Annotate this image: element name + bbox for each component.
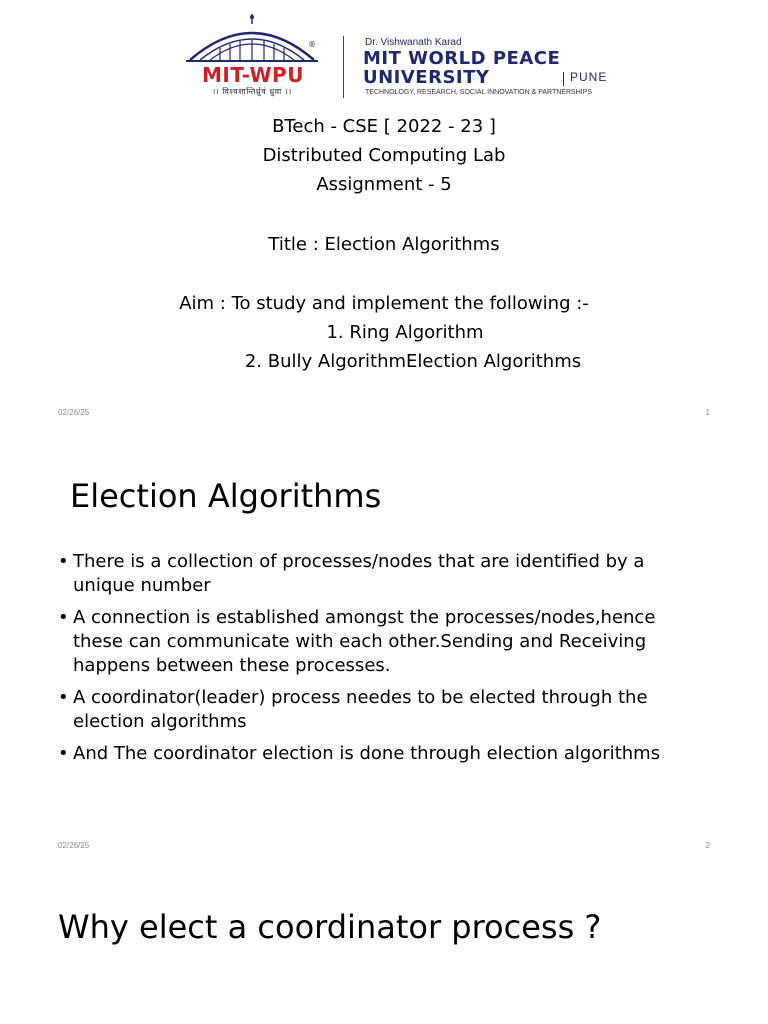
page-number: 1: [705, 408, 710, 417]
logo-motto: ।। विश्वशान्तिर्ध्रुवं ध्रुवा ।।: [212, 87, 292, 96]
registered-mark: ®: [308, 40, 316, 49]
city-separator: [563, 72, 564, 86]
dome-emblem-icon: [180, 12, 325, 102]
slide-3: [0, 866, 768, 1024]
footer-date: 02/26/25: [58, 408, 90, 417]
assignment-aim: Aim : To study and implement the following :-: [179, 293, 589, 314]
university-name-line1: MIT WORLD PEACE: [363, 48, 561, 69]
slide-1: [0, 0, 768, 432]
list-item: • A coordinator(leader) process needes to be elected through the election algorithms: [58, 687, 648, 732]
footer-date: 02/26/25: [58, 841, 90, 850]
bullet-icon: •: [58, 607, 69, 628]
aim-item-ring: 1. Ring Algorithm: [326, 322, 484, 343]
aim-item-bully: 2. Bully AlgorithmElection Algorithms: [244, 351, 582, 372]
logo-divider: [343, 36, 344, 98]
list-item: • A connection is established amongst the processes/nodes,hence these can communicate with each other.Sending and Receiving happens between these processes.: [58, 607, 656, 676]
bullet-icon: •: [58, 687, 69, 708]
brand-wordmark: MIT-WPU: [202, 63, 304, 87]
slide-title: Why elect a coordinator process ?: [58, 908, 602, 946]
slide-title: Election Algorithms: [70, 477, 382, 515]
assignment-title: Title : Election Algorithms: [268, 234, 500, 255]
course-line: BTech - CSE [ 2022 - 23 ]: [272, 116, 496, 137]
list-item: • And The coordinator election is done through election algorithms: [58, 743, 661, 764]
page-number: 2: [705, 841, 710, 850]
bullet-icon: •: [58, 551, 69, 572]
university-name-line2: UNIVERSITY: [363, 67, 490, 88]
assignment-number: Assignment - 5: [316, 174, 452, 195]
bullet-icon: •: [58, 743, 69, 764]
city-name: PUNE: [570, 70, 608, 84]
university-tagline: TECHNOLOGY, RESEARCH, SOCIAL INNOVATION & PARTNERSHIPS: [365, 89, 593, 96]
bullet-list: [58, 550, 698, 774]
university-logo: [180, 12, 660, 102]
founder-name: Dr. Vishwanath Karad: [365, 37, 462, 48]
list-item: • There is a collection of processes/nodes that are identified by a unique number: [58, 551, 645, 596]
slide-2: [0, 433, 768, 865]
lab-name: Distributed Computing Lab: [262, 145, 506, 166]
